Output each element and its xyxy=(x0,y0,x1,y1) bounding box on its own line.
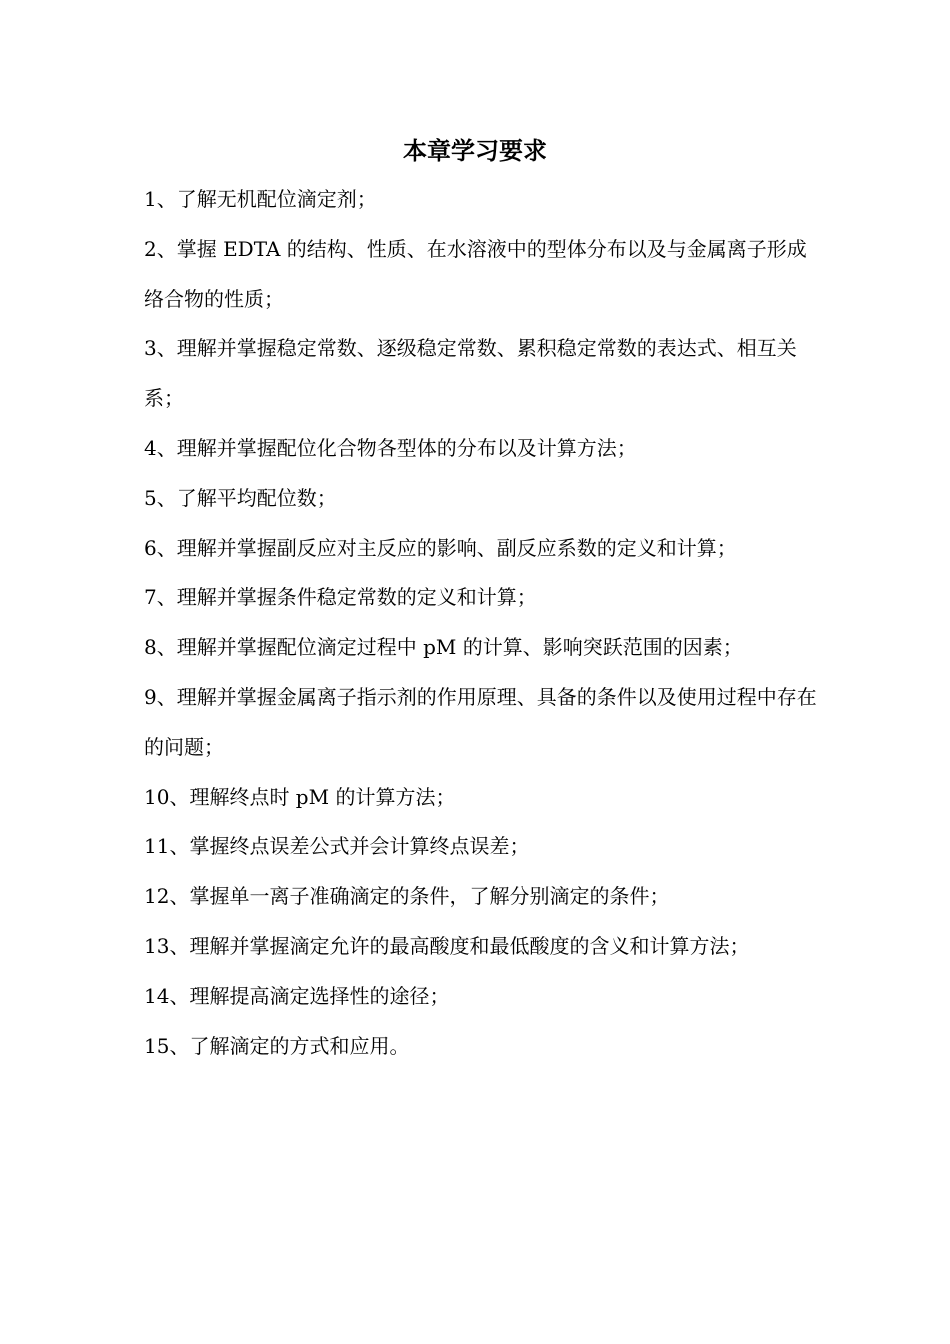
list-item: 6、理解并掌握副反应对主反应的影响、副反应系数的定义和计算； xyxy=(144,535,737,560)
list-item: 1、了解无机配位滴定剂； xyxy=(144,187,377,211)
requirements-list xyxy=(144,175,824,1071)
list-item: 3、理解并掌握稳定常数、逐级稳定常数、累积稳定常数的表达式、相互关系； xyxy=(144,336,797,411)
page-title: 本章学习要求 xyxy=(403,137,547,165)
list-item: 8、理解并掌握配位滴定过程中 pM 的计算、影响突跃范围的因素； xyxy=(144,635,743,660)
list-item: 2、掌握 EDTA 的结构、性质、在水溶液中的型体分布以及与金属离子形成络合物的性质； xyxy=(144,236,807,311)
list-item: 12、掌握单一离子准确滴定的条件，了解分别滴定的条件； xyxy=(144,884,670,909)
list-item: 5、了解平均配位数； xyxy=(144,485,337,510)
list-item: 10、理解终点时 pM 的计算方法； xyxy=(144,784,456,809)
list-item: 11、掌握终点误差公式并会计算终点误差； xyxy=(144,834,530,859)
list-item: 9、理解并掌握金属离子指示剂的作用原理、具备的条件以及使用过程中存在的问题； xyxy=(144,684,817,759)
list-item: 13、理解并掌握滴定允许的最高酸度和最低酸度的含义和计算方法； xyxy=(144,933,750,958)
list-item: 4、理解并掌握配位化合物各型体的分布以及计算方法； xyxy=(144,435,637,460)
list-item: 15、了解滴定的方式和应用。 xyxy=(144,1033,410,1058)
list-item: 14、理解提高滴定选择性的途径； xyxy=(144,983,450,1008)
list-item: 7、理解并掌握条件稳定常数的定义和计算； xyxy=(144,585,537,610)
